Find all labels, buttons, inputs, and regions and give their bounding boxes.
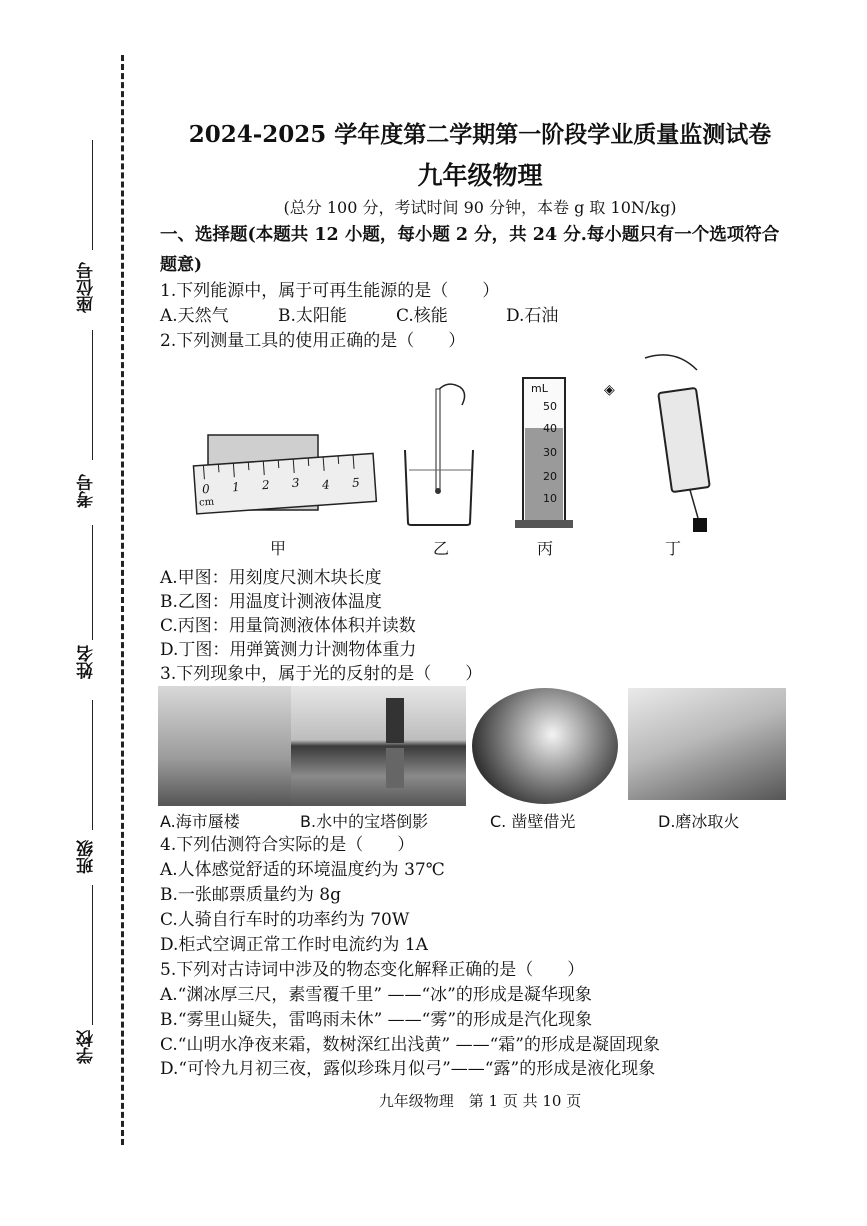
q1-stem: 1.下列能源中，属于可再生能源的是（ ） (160, 281, 500, 301)
q3-caption-a: A.海市蜃楼 (160, 812, 240, 831)
ruler-unit: cm (198, 496, 215, 509)
fig-label-jia: 甲 (270, 539, 287, 558)
q3-caption-d: D.磨冰取火 (658, 812, 740, 831)
school-blank (92, 885, 93, 1025)
subject-title: 九年级物理 (417, 161, 543, 190)
q1-option-a: A.天然气 (160, 306, 229, 326)
q2-option-d: D.丁图：用弹簧测力计测物体重力 (160, 640, 417, 660)
school-label: 学校 (77, 1030, 97, 1064)
q1-option-d: D.石油 (506, 306, 559, 326)
exam-no-label: 考号 (77, 474, 97, 508)
q4-option-b: B.一张邮票质量约为 8g (160, 885, 341, 905)
exam-no-blank (92, 330, 93, 460)
ice-fire-photo (628, 688, 786, 800)
spring-scale (658, 388, 710, 492)
ruler-tick-4: 4 (321, 477, 331, 493)
pagoda-reflection-photo (291, 686, 466, 806)
q5-option-d: D.“可怜九月初三夜，露似珍珠月似弓”——“露”的形成是液化现象 (160, 1059, 656, 1079)
section-heading: 一、选择题(本题共 12 小题，每小题 2 分，共 24 分.每小题只有一个选项符合 (160, 225, 780, 245)
ruler-tick-3: 3 (291, 475, 301, 491)
pagoda-reflection-shape (386, 748, 404, 788)
q2-option-a: A.甲图：用刻度尺测木块长度 (160, 568, 382, 588)
cylinder-tick-50: 50 (543, 400, 557, 413)
ruler-tick-1: 1 (231, 479, 241, 495)
cylinder-base (515, 520, 573, 528)
section-heading-cont: 题意) (160, 255, 203, 275)
q5-option-a: A.“渊冰厚三尺，素雪覆千里” ——“冰”的形成是凝华现象 (160, 985, 592, 1005)
q5-option-c: C.“山明水净夜来霜，数树深红出浅黄” ——“霜”的形成是凝固现象 (160, 1035, 660, 1055)
name-blank (92, 525, 93, 640)
fig-label-bing: 丙 (537, 539, 554, 558)
class-label: 班级 (77, 840, 97, 874)
ruler-tick-5: 5 (351, 475, 361, 490)
fig-label-ding: 丁 (665, 539, 682, 558)
exam-note: (总分 100 分，考试时间 90 分钟，本卷 g 取 10N/kg) (283, 198, 677, 217)
weight-block (693, 518, 707, 532)
q4-option-d: D.柜式空调正常工作时电流约为 1A (160, 935, 428, 955)
q5-option-b: B.“雾里山疑失，雷鸣雨未休” ——“雾”的形成是汽化现象 (160, 1010, 593, 1030)
q3-caption-b: B.水中的宝塔倒影 (300, 812, 429, 831)
boring-wall-photo (472, 688, 618, 804)
hook (690, 490, 698, 518)
cylinder-tick-30: 30 (543, 446, 557, 459)
q1-option-b: B.太阳能 (278, 306, 347, 326)
q2-option-b: B.乙图：用温度计测液体温度 (160, 592, 382, 612)
ruler-tick-0: 0 (201, 481, 211, 497)
q3-caption-c: C. 凿壁借光 (490, 812, 576, 831)
ruler-tick-2: 2 (261, 477, 271, 493)
cylinder-tick-10: 10 (543, 492, 557, 505)
thermometer-bulb (435, 488, 441, 494)
exam-title: 2024-2025 学年度第二学期第一阶段学业质量监测试卷 (188, 121, 772, 148)
q4-option-a: A.人体感觉舒适的环境温度约为 37℃ (160, 860, 445, 880)
q1-option-c: C.核能 (396, 306, 448, 326)
binding-dashed-line (121, 55, 124, 1145)
cylinder-figure (515, 370, 575, 530)
mirage-photo (158, 686, 291, 806)
name-label: 姓名 (77, 645, 97, 679)
q2-option-c: C.丙图：用量筒测液体体积并读数 (160, 616, 416, 636)
q2-stem: 2.下列测量工具的使用正确的是（ ） (160, 331, 466, 351)
thermometer (436, 389, 440, 489)
eye-icon: ◈ (604, 382, 615, 398)
cylinder-unit: mL (531, 382, 548, 395)
spring-scale-figure (635, 350, 715, 540)
q3-stem: 3.下列现象中，属于光的反射的是（ ） (160, 664, 483, 684)
cylinder-tick-20: 20 (543, 470, 557, 483)
q5-stem: 5.下列对古诗词中涉及的物态变化解释正确的是（ ） (160, 960, 585, 980)
ruler-figure (190, 430, 380, 530)
fig-label-yi: 乙 (433, 539, 450, 558)
page-footer: 九年级物理 第 1 页 共 10 页 (378, 1092, 582, 1110)
q4-stem: 4.下列估测符合实际的是（ ） (160, 835, 415, 855)
thermometer-figure (400, 375, 480, 530)
hand-outline-2 (645, 355, 697, 370)
pagoda-shape (386, 698, 404, 743)
class-blank (92, 700, 93, 830)
cylinder-tick-40: 40 (543, 422, 557, 435)
seat-no-label: 座位号 (77, 262, 97, 313)
q4-option-c: C.人骑自行车时的功率约为 70W (160, 910, 410, 930)
